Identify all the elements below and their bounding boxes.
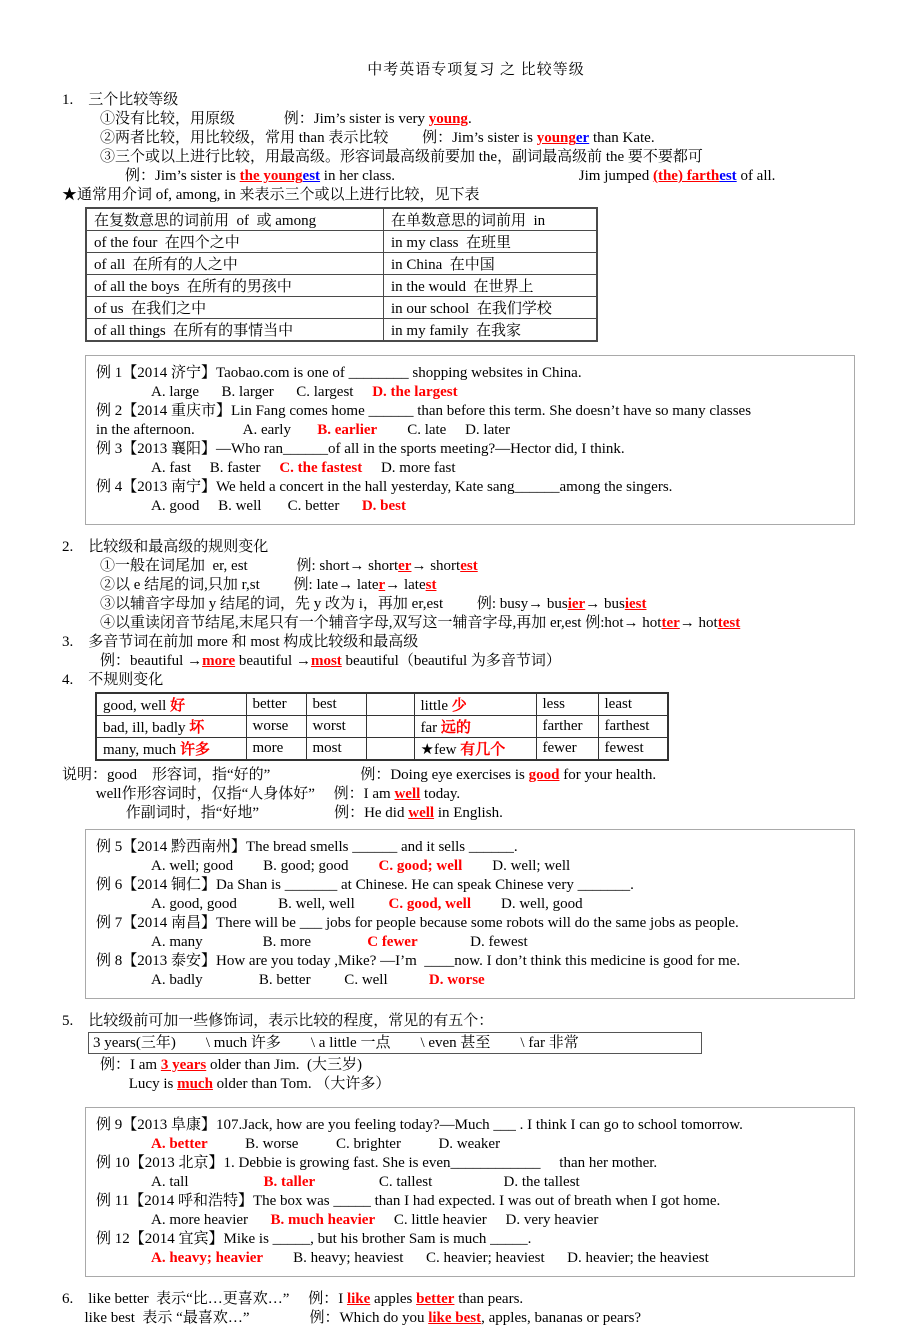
text-segment: A. heavy; heavier bbox=[151, 1250, 264, 1266]
text-segment: Lucy is bbox=[125, 1076, 178, 1092]
text-segment: older than Jim. (大三岁) bbox=[206, 1057, 363, 1073]
example-10-question bbox=[96, 1154, 844, 1173]
irregular-table bbox=[95, 692, 669, 761]
sec2-rule-3 bbox=[62, 595, 890, 614]
text-segment: like bbox=[346, 1291, 371, 1307]
text-segment: good bbox=[528, 767, 560, 783]
text-segment: young bbox=[536, 130, 576, 146]
sec1-heading bbox=[62, 91, 890, 110]
text-segment: D. fewest bbox=[417, 934, 528, 950]
table-row bbox=[86, 208, 597, 231]
irr-cell: most bbox=[306, 738, 366, 761]
example-2-options bbox=[96, 421, 844, 440]
text-segment: 例：Jim’s sister is bbox=[125, 168, 240, 184]
text-segment: r bbox=[378, 577, 386, 593]
text-segment: 例 7【2014 南昌】There will be ___ jobs for people because some robots will do the same jobs as people. bbox=[96, 915, 739, 931]
text-segment: like best 表示 “最喜欢…” 例：Which do you bbox=[62, 1310, 429, 1326]
example-4-question bbox=[96, 478, 844, 497]
text-segment: the young bbox=[239, 168, 303, 184]
irr-cell: more bbox=[246, 738, 306, 761]
text-segment: good, well bbox=[103, 698, 171, 714]
example-1-question bbox=[96, 364, 844, 383]
text-segment: well bbox=[394, 786, 421, 802]
text-segment: C. the fastest bbox=[279, 460, 363, 476]
example-6-question bbox=[96, 876, 844, 895]
text-segment: in the afternoon. A. early bbox=[96, 422, 318, 438]
text-segment: ②以 e 结尾的词,只加 r,st 例: late→ late bbox=[100, 577, 379, 593]
text-segment: 例 2【2014 重庆市】Lin Fang comes home ______ than before this term. She doesn’t have so many classes bbox=[96, 403, 752, 419]
text-segment: 3 years(三年) \ much 许多 \ a little 一点 \ even 甚至 \ far 非常 bbox=[93, 1035, 579, 1051]
text-segment: B. heavy; heaviest C. heavier; heaviest D. heavier; the heaviest bbox=[263, 1250, 709, 1266]
text-segment: , apples, bananas or pears? bbox=[481, 1310, 642, 1326]
page-title: 中考英语专项复习 之 比较等级 bbox=[367, 62, 585, 78]
text-segment: well bbox=[408, 805, 435, 821]
text-segment: est bbox=[302, 168, 321, 184]
sec1-rule-1 bbox=[62, 110, 890, 129]
example-11-question bbox=[96, 1192, 844, 1211]
text-segment: 少 bbox=[451, 698, 467, 714]
example-12-question bbox=[96, 1230, 844, 1249]
sec5-example-2 bbox=[62, 1075, 890, 1094]
text-segment: D. well, good bbox=[471, 896, 583, 912]
text-segment: of all. bbox=[736, 168, 776, 184]
irr-cell bbox=[414, 738, 536, 761]
text-segment: like best bbox=[428, 1310, 482, 1326]
prep-cell: 在单数意思的词前用 in bbox=[384, 208, 598, 231]
text-segment: A. fast B. faster bbox=[151, 460, 280, 476]
text-segment: ★通常用介词 of, among, in 来表示三个或以上进行比较，见下表 bbox=[62, 187, 480, 203]
example-2-question bbox=[96, 402, 844, 421]
text-segment: (the) farth bbox=[652, 168, 720, 184]
text-segment: A. well; good B. good; good bbox=[151, 858, 379, 874]
irr-cell: farthest bbox=[598, 716, 668, 738]
prep-cell: of the four 在四个之中 bbox=[86, 231, 384, 253]
sec2-rule-4 bbox=[62, 614, 890, 633]
text-segment: C. good, well bbox=[388, 896, 471, 912]
text-segment: most bbox=[310, 653, 342, 669]
text-segment: → bus bbox=[585, 596, 625, 612]
text-segment: 有几个 bbox=[460, 742, 506, 758]
text-segment: D. worse bbox=[428, 972, 485, 988]
preposition-table bbox=[85, 207, 598, 342]
text-segment: → hot bbox=[679, 615, 718, 631]
example-7-question bbox=[96, 914, 844, 933]
table-row bbox=[96, 738, 668, 761]
text-segment: 例 3【2013 襄阳】—Who ran______of all in the sports meeting?—Hector did, I think. bbox=[96, 441, 625, 457]
example-5-options bbox=[96, 857, 844, 876]
example-box-1 bbox=[85, 355, 855, 525]
table-row bbox=[86, 253, 597, 275]
sec2-heading bbox=[62, 538, 890, 557]
text-segment: 许多 bbox=[179, 742, 210, 758]
sec6-line-1 bbox=[62, 1290, 890, 1309]
irr-cell: worse bbox=[246, 716, 306, 738]
irr-cell bbox=[366, 716, 414, 738]
text-segment: 例：I am bbox=[100, 1057, 161, 1073]
text-segment: ②两者比较，用比较级，常用 than 表示比较 例：Jim’s sister is bbox=[100, 130, 537, 146]
text-segment: beautiful（beautiful 为多音节词） bbox=[341, 653, 561, 669]
sec5-example-1 bbox=[62, 1056, 890, 1075]
text-segment: in her class. Jim jumped bbox=[320, 168, 653, 184]
text-segment: st bbox=[425, 577, 437, 593]
text-segment: ③三个或以上进行比较，用最高级。形容词最高级前要加 the，副词最高级前 the 要不要都可 bbox=[100, 149, 703, 165]
example-5-question bbox=[96, 838, 844, 857]
text-segment: apples bbox=[370, 1291, 417, 1307]
prep-cell: of all the boys 在所有的男孩中 bbox=[86, 275, 384, 297]
example-11-options bbox=[96, 1211, 844, 1230]
text-segment: 例 11【2014 呼和浩特】The box was _____ than I had expected. I was out of breath when I got home. bbox=[96, 1193, 721, 1209]
sec1-rule-3-example bbox=[62, 167, 890, 186]
text-segment: C fewer bbox=[367, 934, 418, 950]
sec1-rule-2 bbox=[62, 129, 890, 148]
example-7-options bbox=[96, 933, 844, 952]
note-well-adverb bbox=[62, 804, 890, 823]
prep-cell: of all things 在所有的事情当中 bbox=[86, 319, 384, 342]
prep-cell: in my class 在班里 bbox=[384, 231, 598, 253]
text-segment: today. bbox=[420, 786, 461, 802]
text-segment: → short bbox=[411, 558, 461, 574]
table-row bbox=[96, 716, 668, 738]
text-segment: more bbox=[202, 653, 236, 669]
example-8-question bbox=[96, 952, 844, 971]
prep-cell: in the would 在世界上 bbox=[384, 275, 598, 297]
text-segment: much bbox=[177, 1076, 213, 1092]
text-segment: iest bbox=[624, 596, 647, 612]
example-9-options bbox=[96, 1135, 844, 1154]
irr-cell bbox=[96, 738, 246, 761]
prep-cell: in China 在中国 bbox=[384, 253, 598, 275]
text-segment: ter bbox=[661, 615, 680, 631]
text-segment: 例：beautiful → bbox=[100, 653, 203, 669]
example-3-options bbox=[96, 459, 844, 478]
text-segment: est bbox=[719, 168, 737, 184]
example-8-options bbox=[96, 971, 844, 990]
text-segment: D. the largest bbox=[372, 384, 458, 400]
irr-cell bbox=[96, 693, 246, 716]
example-box-3 bbox=[85, 1107, 855, 1277]
sec3-heading bbox=[62, 633, 890, 652]
table-row bbox=[86, 319, 597, 342]
irr-cell: farther bbox=[536, 716, 598, 738]
text-segment: A. more heavier bbox=[151, 1212, 271, 1228]
text-segment: 说明：good 形容词，指“好的” 例：Doing eye exercises is bbox=[62, 767, 529, 783]
text-segment: than Kate. bbox=[589, 130, 655, 146]
text-segment: A. tall bbox=[151, 1174, 264, 1190]
note-good bbox=[62, 766, 890, 785]
note-well-adjective bbox=[62, 785, 890, 804]
text-segment: for your health. bbox=[559, 767, 657, 783]
prep-cell: in my family 在我家 bbox=[384, 319, 598, 342]
example-3-question bbox=[96, 440, 844, 459]
text-segment: er bbox=[398, 558, 412, 574]
irr-cell: least bbox=[598, 693, 668, 716]
text-segment: 1. 三个比较等级 bbox=[62, 92, 179, 108]
text-segment: ★few bbox=[420, 742, 461, 758]
irr-cell: fewest bbox=[598, 738, 668, 761]
text-segment: C. tallest D. the tallest bbox=[315, 1174, 580, 1190]
table-row bbox=[86, 275, 597, 297]
text-segment: → late bbox=[385, 577, 426, 593]
text-segment: ③以辅音字母加 y 结尾的词，先 y 改为 i，再加 er,est 例: busy→ bus bbox=[100, 596, 568, 612]
text-segment: A. many B. more bbox=[151, 934, 368, 950]
text-segment: A. large B. larger C. largest bbox=[151, 384, 373, 400]
text-segment: bad, ill, badly bbox=[103, 720, 190, 736]
irr-cell bbox=[366, 738, 414, 761]
text-segment: 例 5【2014 黔西南州】The bread smells ______ and it sells ______. bbox=[96, 839, 518, 855]
modifier-box bbox=[88, 1032, 702, 1054]
text-segment: 4. 不规则变化 bbox=[62, 672, 164, 688]
text-segment: ier bbox=[567, 596, 586, 612]
irr-cell: worst bbox=[306, 716, 366, 738]
text-segment: young bbox=[428, 111, 468, 127]
example-box-2 bbox=[85, 829, 855, 999]
text-segment: than pears. bbox=[454, 1291, 524, 1307]
text-segment: B. worse C. brighter D. weaker bbox=[207, 1136, 501, 1152]
sec3-example bbox=[62, 652, 890, 671]
text-segment: 坏 bbox=[189, 720, 205, 736]
text-segment: 2. 比较级和最高级的规则变化 bbox=[62, 539, 269, 555]
text-segment: 例 12【2014 宜宾】Mike is _____, but his brother Sam is much _____. bbox=[96, 1231, 532, 1247]
text-segment: 远的 bbox=[440, 720, 471, 736]
prep-cell: of all 在所有的人之中 bbox=[86, 253, 384, 275]
text-segment: C. good; well bbox=[378, 858, 463, 874]
irr-cell bbox=[414, 716, 536, 738]
text-segment: older than Tom. （大许多） bbox=[212, 1076, 391, 1092]
text-segment: many, much bbox=[103, 742, 180, 758]
table-row bbox=[86, 297, 597, 319]
text-segment: 例 8【2013 泰安】How are you today ,Mike? —I’m ____now. I don’t think this medicine is good for me. bbox=[96, 953, 741, 969]
text-segment: 5. 比较级前可加一些修饰词，表示比较的程度，常见的有五个： bbox=[62, 1013, 494, 1029]
text-segment: A. good, good B. well, well bbox=[151, 896, 389, 912]
text-segment: ①没有比较，用原级 例：Jim’s sister is very bbox=[100, 111, 429, 127]
sec6-line-2 bbox=[62, 1309, 890, 1328]
text-segment: beautiful → bbox=[235, 653, 311, 669]
example-9-question bbox=[96, 1116, 844, 1135]
prep-cell: 在复数意思的词前用 of 或 among bbox=[86, 208, 384, 231]
irr-cell: best bbox=[306, 693, 366, 716]
text-segment: 作副词时，指“好地” 例：He did bbox=[62, 805, 409, 821]
text-segment: D. best bbox=[361, 498, 406, 514]
text-segment: D. well; well bbox=[462, 858, 571, 874]
sec4-heading bbox=[62, 671, 890, 690]
text-segment: 例 6【2014 铜仁】Da Shan is _______ at Chinese. He can speak Chinese very _______. bbox=[96, 877, 634, 893]
star-note bbox=[62, 186, 890, 205]
text-segment: C. little heavier D. very heavier bbox=[375, 1212, 599, 1228]
irr-cell: fewer bbox=[536, 738, 598, 761]
text-segment: far bbox=[420, 720, 441, 736]
sec5-heading bbox=[62, 1012, 890, 1031]
text-segment: 好 bbox=[170, 698, 186, 714]
text-segment: test bbox=[717, 615, 741, 631]
irr-cell bbox=[414, 693, 536, 716]
text-segment: ①一般在词尾加 er, est 例: short→ short bbox=[100, 558, 399, 574]
example-1-options bbox=[96, 383, 844, 402]
text-segment: 3 years bbox=[160, 1057, 207, 1073]
sec2-rule-2 bbox=[62, 576, 890, 595]
example-10-options bbox=[96, 1173, 844, 1192]
example-6-options bbox=[96, 895, 844, 914]
irr-cell: less bbox=[536, 693, 598, 716]
text-segment: . bbox=[467, 111, 472, 127]
text-segment: little bbox=[420, 698, 452, 714]
example-4-options bbox=[96, 497, 844, 516]
text-segment: 3. 多音节词在前加 more 和 most 构成比较级和最高级 bbox=[62, 634, 419, 650]
irr-cell bbox=[96, 716, 246, 738]
text-segment: er bbox=[575, 130, 590, 146]
sec1-rule-3 bbox=[62, 148, 890, 167]
text-segment: B. earlier bbox=[317, 422, 378, 438]
text-segment: B. taller bbox=[263, 1174, 316, 1190]
text-segment: 例 4【2013 南宁】We held a concert in the hall yesterday, Kate sang______among the singers. bbox=[96, 479, 673, 495]
text-segment: est bbox=[460, 558, 478, 574]
text-segment: 6. like better 表示“比…更喜欢…” 例：I bbox=[62, 1291, 347, 1307]
text-segment: A. better bbox=[151, 1136, 208, 1152]
text-segment: ④以重读闭音节结尾,末尾只有一个辅音字母,双写这一辅音字母,再加 er,est 例:hot→ hot bbox=[100, 615, 662, 631]
text-segment: 例 10【2013 北京】1. Debbie is growing fast. She is even____________ than her mother. bbox=[96, 1155, 658, 1171]
text-segment: well作形容词时，仅指“人身体好” 例：I am bbox=[62, 786, 395, 802]
sec2-rule-1 bbox=[62, 557, 890, 576]
text-segment: A. badly B. better C. well bbox=[151, 972, 429, 988]
prep-cell: of us 在我们之中 bbox=[86, 297, 384, 319]
irr-cell bbox=[366, 693, 414, 716]
prep-cell: in our school 在我们学校 bbox=[384, 297, 598, 319]
text-segment: A. good B. well C. better bbox=[151, 498, 362, 514]
text-segment: C. late D. later bbox=[377, 422, 511, 438]
text-segment: in English. bbox=[434, 805, 503, 821]
text-segment: 例 1【2014 济宁】Taobao.com is one of ________ shopping websites in China. bbox=[96, 365, 582, 381]
irr-cell: better bbox=[246, 693, 306, 716]
example-12-options bbox=[96, 1249, 844, 1268]
text-segment: B. much heavier bbox=[270, 1212, 376, 1228]
table-row bbox=[96, 693, 668, 716]
text-segment: D. more fast bbox=[362, 460, 456, 476]
text-segment: better bbox=[416, 1291, 455, 1307]
text-segment: 例 9【2013 阜康】107.Jack, how are you feeling today?—Much ___ . I think I can go to school tomorrow. bbox=[96, 1117, 743, 1133]
table-row bbox=[86, 231, 597, 253]
